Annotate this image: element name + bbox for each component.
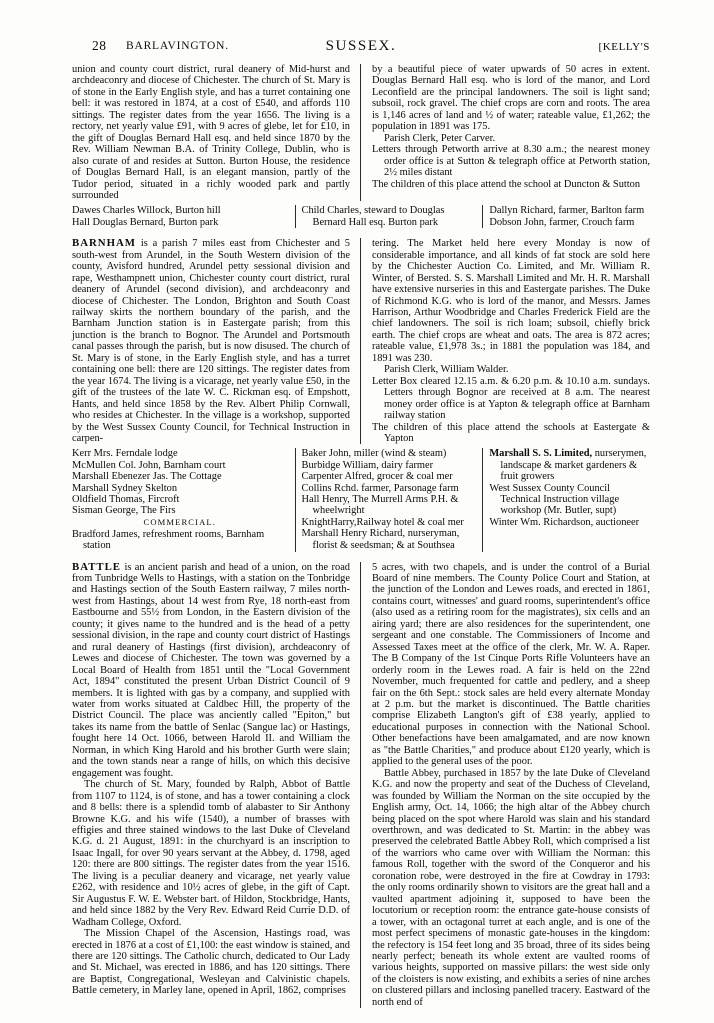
battle-section bbox=[72, 562, 650, 1009]
barnham-directory-col-2 bbox=[295, 448, 483, 551]
list-item: McMullen Col. John, Barnham court bbox=[72, 459, 226, 471]
barnham-section bbox=[72, 238, 650, 444]
place-heading: BARNHAM bbox=[72, 237, 136, 250]
commercial-subheading: COMMERCIAL. bbox=[143, 517, 216, 528]
barlavington-section bbox=[72, 64, 650, 201]
list-item: Kerr Mrs. Ferndale lodge bbox=[72, 448, 178, 460]
list-item: Marshall Ebenezer Jas. The Cottage bbox=[72, 471, 222, 483]
list-item: Winter Wm. Richardson, auctioneer bbox=[489, 516, 640, 528]
list-item: Bradford James, refreshment rooms, Barnham station bbox=[72, 528, 265, 552]
barlavington-parish-clerk: Parish Clerk, Peter Carver. bbox=[384, 132, 496, 144]
list-item: Marshall Henry Richard, nurseryman, florist & seedsman; & at Southsea bbox=[301, 528, 460, 551]
battle-left-column bbox=[72, 562, 361, 1009]
barnham-right-column bbox=[361, 238, 650, 444]
barlavington-post-info-1: Letters through Petworth arrive at 8.30 a.m.; the nearest money order office is at Sutton & telegraph office at Petworth station, 2½ miles distant bbox=[372, 144, 650, 179]
running-head bbox=[72, 38, 650, 60]
barnham-body-left-text: is a parish 7 miles east from Chichester and 5 south-west from Arundel, in the South Western division of the county, Avisford hundred, Arundel petty sessional division and rape, Westhampnett union, Chichester county court district, rural deanery of Arundel (second division), and archdeaconry and diocese of Chichester. The London, Brighton and South Coast railway skirts the northern boundary of the parish, and the Barnham Junction station is in Eastergate parish; from this junction is the branch to Bognor. The Arundel and Portsmouth canal passes through the parish, but is now disused. The church of St. Mary is of stone, in the Early English style, and has a turret containing one bell: there are 120 sittings. The register dates from the year 1674. The living is a vicarage, net yearly value £50, in the gift of the trustees of the late W. C. Rickman esq. of Empshott, Hants, and held since 1858 by the Rev. Albert Philip Cornwall, who resides at Chichester. In the village is a workshop, supported by the West Sussex County Council, for Technical Instruction in carpen- bbox=[72, 238, 350, 444]
barlavington-body-right: by a beautiful piece of water upwards of 50 acres in extent. Douglas Bernard Hall esq. who is lord of the manor, and Lord Leconfield are the principal landowners. The soil is light sand; subsoil, rock gravel. The chief crops are corn and roots. The area is 1,146 acres of land and ½ of water; rateable value, £1,262; the population in 1891 was 175. bbox=[372, 64, 650, 133]
battle-right-column bbox=[361, 562, 650, 1009]
battle-body-left-3: The Mission Chapel of the Ascension, Hastings road, was erected in 1876 at a cost of £1,100: the east window is stained, and there are 120 sittings. The Catholic church, dedicated to Our Lady and St. Michael, was erected in 1886, and has 120 sittings. There are Baptist, Congregational, Wesleyan and Calvinistic chapels. Battle cemetery, in Marley lane, opened in April, 1862, comprises bbox=[72, 928, 350, 997]
battle-body-left-1-text: is an ancient parish and head of a union, on the road from Tunbridge Wells to Hastings, with a station on the Tonbridge and Hastings section of the South Eastern railway, 7 miles north-west from Hastings, about 14 west from Rye, 18 north-east from Eastbourne and 55½ from London, in the Eastern division of the county; it gives name to the hundred and is the head of a petty sessional division, in the rape and county court district of Hastings and rural deanery of Hastings (first division), archdeaconry of Lewes and diocese of Chichester. The town was governed by a Local Board of Health from 1851 until the "Local Government Act, 1894" constituted the present Urban District Council of 9 members. It is lighted with gas by a company, and supplied with water from works situated at Caldbec Hill, the property of the District Council. The place was anciently called "Epiton," but takes its name from the battle of Senlac (Sangue lac) or Hastings, fought here 14 Oct. 1066, between Harold II. and William the Norman, in which King Harold and his brother Gurth were slain; and the town stands near a range of hills, on which this decisive engagement was fought. bbox=[72, 561, 350, 779]
barnham-parish-clerk: Parish Clerk, William Walder. bbox=[384, 364, 509, 376]
running-head-publisher: [KELLY'S bbox=[598, 41, 650, 53]
barnham-left-column bbox=[72, 238, 361, 444]
barlavington-left-column bbox=[72, 64, 361, 201]
list-item: Marshall Sydney Skelton bbox=[72, 482, 178, 494]
barnham-body-left bbox=[72, 238, 350, 444]
barnham-post-info-2: The children of this place attend the schools at Eastergate & Yapton bbox=[372, 421, 650, 444]
list-item: Hall Henry, The Murrell Arms P.H. & wheelwright bbox=[301, 494, 459, 517]
page-number: 28 bbox=[92, 38, 107, 53]
place-heading: BATTLE bbox=[72, 560, 122, 573]
list-item-lead: Marshall S. S. Limited, bbox=[489, 448, 593, 460]
battle-body-left-2: The church of St. Mary, founded by Ralph, Abbot of Battle from 1107 to 1124, is of stone, and has a tower containing a clock and 8 bells: there is a splendid tomb of alabaster to Sir Anthony Browne K.G. and his wife (1540), a number of brasses with effigies and three stained windows to the last Duke of Cleveland K.G. d. 21 August, 1891: in the churchyard is an inscription to Isaac Ingall, for over 90 years servant at the Abbey, d. 1798, aged 120: there are 800 sittings. The register dates from the year 1516. The living is a peculiar deanery and vicarage, net yearly value £262, with residence and 10½ acres of glebe, in the gift of Capt. Sir Augustus F. W. E. Webster bart. of Hildon, Stockbridge, Hants, and held since 1882 by the Very Rev. Edward Reid Currie D.D. of Wadham College, Oxford. bbox=[72, 779, 350, 928]
barlavington-directory-col-3 bbox=[482, 205, 650, 228]
list-item: KnightHarry,Railway hotel & coal mer bbox=[301, 516, 464, 528]
list-item: Dobson John, farmer, Crouch farm bbox=[489, 216, 635, 228]
list-item: Hall Douglas Bernard, Burton park bbox=[72, 216, 219, 228]
list-item-rest: nurserymen, landscape & market gardeners & fruit growers bbox=[500, 448, 647, 483]
barlavington-directory bbox=[72, 205, 650, 228]
barlavington-post-info-2: The children of this place attend the school at Duncton & Sutton bbox=[372, 178, 641, 190]
list-item: Baker John, miller (wind & steam) bbox=[301, 448, 447, 460]
running-head-county: SUSSEX. bbox=[325, 38, 397, 54]
barnham-directory-col-3 bbox=[482, 448, 650, 551]
list-item: West Sussex County Council Technical Instruction village workshop (Mr. Butler, supt) bbox=[489, 482, 620, 517]
barlavington-body-left: union and county court district, rural deanery of Mid-hurst and archdeaconry and diocese of Chichester. The church of St. Mary is of stone in the Early English style, and has a turret containing one bell: it was restored in 1874, at a cost of £540, and affords 110 sittings. The register dates from the year 1656. The living is a rectory, net yearly value £91, with 9 acres of glebe, let for £10, in the gift of Douglas Bernard Hall esq. and held since 1870 by the Rev. William Newman B.A. of Trinity College, Dublin, who is also curate of and resides at Sutton. Burton House, the residence of Douglas Bernard Hall, is an elegant mansion, partly of the Tudor period, situated in a richly wooded park and partly surrounded bbox=[72, 64, 350, 201]
barlavington-right-column bbox=[361, 64, 650, 201]
battle-body-left-1 bbox=[72, 562, 350, 780]
barnham-directory-col-1 bbox=[72, 448, 295, 551]
list-item: Dallyn Richard, farmer, Barlton farm bbox=[489, 205, 645, 217]
barlavington-directory-col-1 bbox=[72, 205, 295, 228]
battle-body-right-2: Battle Abbey, purchased in 1857 by the late Duke of Cleveland K.G. and now the property and seat of the Duchess of Cleveland, was founded by William the Norman on the site occupied by the English army, Oct. 14, 1066; the high altar of the Abbey church being placed on the spot where Harold was slain and his standard overthrown, and was dedicated to St. Martin: in the abbey was preserved the celebrated Battle Abbey Roll, which comprised a list of the warriors who came over with William the Norman: this famous Roll, together with the sword of the Conqueror and his coronation robe, were destroyed in the fire at Cowdray in 1793: the only rooms ordinarily shown to visitors are the great hall and a vaulted apartment adjoining it, supposed to have been the locutorium or reception room: the entrance gate-house consists of a tower, with an octagonal turret at each angle, and is one of the most perfect specimens of monastic gate-houses in the kingdom: the refectory is 154 feet long and 35 broad, three of its sides being nearly perfect; beneath its whole extent are vaulted rooms of various heights, supported on massive pillars: the west side only of the cloisters is now existing, and exhibits a series of nine arches on clustered pillars and inclosing panelled tracery. Eastward of the north end of bbox=[372, 767, 650, 1008]
running-head-place: BARLAVINGTON. bbox=[126, 40, 229, 52]
barnham-body-right: tering. The Market held here every Monday is now of considerable importance, and all kinds of fat stock are sold here by the Chichester Auction Co. Limited, and Mr. William R. Winter, of Bersted. S. S. Marshall Limited and Mr. H. R. Marshall have extensive nurseries in this and Eastergate parishes. The Duke of Richmond K.G. who is lord of the manor, and Messrs. James Harrison, Arthur Woodbridge and Charles Frederick Field are the chief landowners. The soil is rich loam; subsoil, chiefly brick earth. The chief crops are wheat and oats. The area is 872 acres; rateable value, £1,978 3s.; in 1881 the population was 184, and 1891 was 230. bbox=[372, 238, 650, 364]
list-item: Child Charles, steward to Douglas Bernard Hall esq. Burton park bbox=[301, 205, 445, 228]
list-item: Oldfield Thomas, Fircroft bbox=[72, 494, 180, 506]
list-item: Burbidge William, dairy farmer bbox=[301, 459, 434, 471]
list-item: Dawes Charles Willock, Burton hill bbox=[72, 205, 221, 217]
list-item: Collins Rchd. farmer, Parsonage farm bbox=[301, 482, 459, 494]
barnham-directory bbox=[72, 448, 650, 551]
list-item: Sisman George, The Firs bbox=[72, 505, 176, 517]
barlavington-directory-col-2 bbox=[295, 205, 483, 228]
list-item: Carpenter Alfred, grocer & coal mer bbox=[301, 471, 453, 483]
barnham-post-info-1: Letter Box cleared 12.15 a.m. & 6.20 p.m. & 10.10 a.m. sundays. Letters through Bognor are received at 8 a.m. The nearest money order office is at Yapton & telegraph office at Barnham railway station bbox=[372, 375, 650, 422]
page-content bbox=[72, 38, 650, 1008]
battle-body-right-1: 5 acres, with two chapels, and is under the control of a Burial Board of nine members. The County Police Court and Station, at the junction of the London and Lewes roads, and erected in 1861, contains court, witnesses' and guard rooms, superintendent's office (also used as a retiring room for the magistrates), six cells and an airing yard; there are also residences for the superintendent, one sergeant and one constable. The Commissioners of Income and Assessed Taxes meet at the office of the clerk, Mr. W. A. Raper. The B Company of the 1st Cinque Ports Rifle Volunteers have an orderly room in the Lewes road. A fair is held on the 22nd November, much frequented for cattle and pedlery, and a sheep fair on the 6th Sept.: stock sales are held every alternate Monday at 2 p.m. but the market is discontinued. The Battle charities comprise Elizabeth Langton's gift of £38 yearly, applied to educational purposes in connection with the National School. Other benefactions have been amalgamated, and are now known as "the Battle Charities," and produce about £120 yearly, which is applied to the general uses of the poor. bbox=[372, 561, 650, 768]
list-item bbox=[489, 448, 650, 482]
